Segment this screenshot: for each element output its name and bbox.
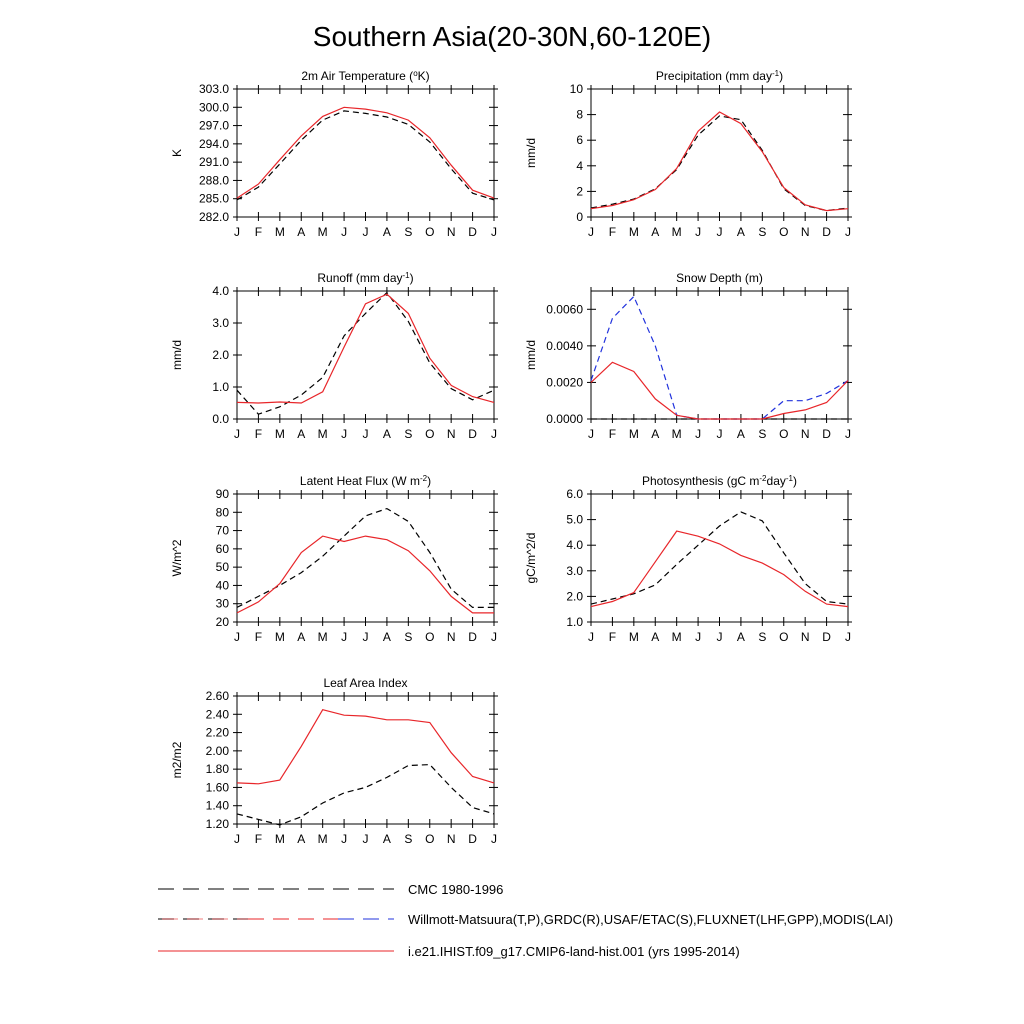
x-tick-label: J [362, 427, 369, 441]
plot-frame [237, 696, 494, 824]
y-tick-label: 2 [576, 184, 583, 199]
figure-title: Southern Asia(20-30N,60-120E) [312, 21, 712, 52]
y-axis-label: mm/d [170, 340, 184, 370]
x-tick-label: M [671, 427, 682, 441]
y-axis-label: m2/m2 [170, 741, 184, 779]
y-axis-label: K [170, 148, 184, 158]
series-line-obs [237, 111, 494, 200]
y-tick-label: 285.0 [198, 191, 229, 206]
y-tick-label: 60 [215, 541, 229, 556]
x-tick-label: M [274, 427, 285, 441]
y-tick-label: 1.20 [205, 817, 229, 831]
y-tick-label: 2.0 [566, 589, 583, 604]
legend-label: i.e21.IHIST.f09_g17.CMIP6-land-hist.001 (yrs 1995-2014) [408, 943, 740, 959]
x-tick-label: N [800, 427, 810, 441]
x-tick-label: J [695, 427, 702, 441]
x-tick-label: N [446, 225, 456, 239]
chart-panel-4 [170, 474, 498, 645]
plot-frame [237, 494, 494, 622]
x-tick-label: A [651, 427, 660, 441]
x-tick-label: J [588, 427, 594, 441]
x-tick-label: A [297, 225, 306, 239]
x-tick-label: M [317, 427, 328, 441]
x-tick-label: O [779, 225, 789, 239]
panels-group [170, 69, 852, 847]
y-tick-label: 6 [576, 133, 583, 148]
y-tick-label: 20 [215, 615, 229, 629]
x-tick-label: F [254, 630, 263, 644]
y-axis-label: mm/d [524, 340, 538, 370]
plot-frame [237, 89, 494, 217]
x-tick-label: J [695, 225, 702, 239]
x-tick-label: M [317, 630, 328, 644]
x-tick-label: A [736, 427, 745, 441]
y-tick-label: 80 [215, 505, 229, 520]
x-tick-label: S [404, 427, 413, 441]
series-line-obs [591, 116, 848, 211]
x-tick-label: J [234, 427, 240, 441]
x-tick-label: N [446, 832, 456, 846]
x-tick-label: J [234, 630, 240, 644]
x-tick-label: F [608, 225, 617, 239]
series-line-model [237, 536, 494, 613]
y-tick-label: 1.0 [566, 615, 583, 629]
y-tick-label: 70 [215, 523, 229, 538]
x-tick-label: J [845, 427, 851, 441]
x-tick-label: O [779, 427, 789, 441]
y-tick-label: 303.0 [198, 82, 229, 96]
x-tick-label: S [404, 225, 413, 239]
x-tick-label: S [758, 630, 767, 644]
y-tick-label: 288.0 [198, 173, 229, 188]
plot-frame [591, 89, 848, 217]
x-tick-label: N [446, 427, 456, 441]
x-tick-label: J [716, 427, 723, 441]
x-tick-label: A [382, 630, 391, 644]
y-tick-label: 0.0020 [546, 375, 583, 390]
x-tick-label: O [425, 630, 435, 644]
y-tick-label: 10 [569, 82, 583, 96]
y-tick-label: 0.0040 [546, 338, 583, 353]
y-tick-label: 297.0 [198, 118, 229, 133]
x-tick-label: D [468, 630, 477, 644]
y-tick-label: 40 [215, 578, 229, 593]
y-tick-label: 8 [576, 107, 583, 122]
x-tick-label: J [491, 225, 497, 239]
x-tick-label: A [736, 630, 745, 644]
series-line-model [591, 112, 848, 211]
y-axis-label: mm/d [524, 138, 538, 168]
series-line-obs [237, 509, 494, 608]
series-line-obs [591, 512, 848, 604]
x-tick-label: M [628, 427, 639, 441]
y-tick-label: 2.60 [205, 689, 229, 703]
x-tick-label: J [234, 832, 240, 846]
x-tick-label: O [425, 832, 435, 846]
y-tick-label: 282.0 [198, 210, 229, 224]
x-tick-label: M [628, 630, 639, 644]
x-tick-label: O [425, 225, 435, 239]
x-tick-label: A [297, 832, 306, 846]
x-tick-label: J [234, 225, 240, 239]
x-tick-label: M [317, 225, 328, 239]
y-tick-label: 1.0 [212, 380, 229, 394]
panel-title: Runoff (mm day$^{-1}$) [317, 270, 414, 285]
x-tick-label: A [651, 225, 660, 239]
y-tick-label: 2.40 [205, 707, 229, 722]
x-tick-label: S [404, 630, 413, 644]
x-tick-label: A [382, 832, 391, 846]
chart-panel-1 [524, 69, 852, 240]
y-tick-label: 2.0 [212, 348, 229, 362]
x-tick-label: M [671, 630, 682, 644]
y-tick-label: 6.0 [566, 487, 583, 501]
x-tick-label: D [822, 630, 831, 644]
panel-title: Latent Heat Flux (W $m^{-2}$) [299, 473, 432, 488]
y-tick-label: 90 [215, 487, 229, 501]
x-tick-label: J [716, 225, 723, 239]
x-tick-label: J [341, 630, 348, 644]
y-tick-label: 2.20 [205, 725, 229, 740]
x-tick-label: S [758, 225, 767, 239]
series-line-obs [237, 293, 494, 415]
series-line-obs [237, 765, 494, 825]
x-tick-label: J [362, 832, 369, 846]
y-tick-label: 0.0060 [546, 302, 583, 317]
x-tick-label: J [491, 832, 497, 846]
x-tick-label: J [716, 630, 723, 644]
legend-label: CMC 1980-1996 [408, 881, 504, 897]
series-line-model [237, 710, 494, 784]
y-tick-label: 4 [576, 158, 583, 173]
x-tick-label: D [468, 832, 477, 846]
series-line-obs-usaf [591, 297, 848, 420]
x-tick-label: J [341, 427, 348, 441]
x-tick-label: S [404, 832, 413, 846]
series-line-model [237, 294, 494, 403]
x-tick-label: J [362, 630, 369, 644]
y-tick-label: 291.0 [198, 155, 229, 170]
y-tick-label: 3.0 [212, 316, 229, 330]
x-tick-label: J [362, 225, 369, 239]
plot-frame [237, 291, 494, 419]
x-tick-label: A [651, 630, 660, 644]
x-tick-label: S [758, 427, 767, 441]
y-tick-label: 294.0 [198, 136, 229, 151]
y-tick-label: 1.60 [205, 780, 229, 795]
x-tick-label: A [297, 427, 306, 441]
x-tick-label: J [341, 225, 348, 239]
panel-title: Photosynthesis (gC $m^{-2}day^{-1}$) [642, 473, 797, 488]
chart-panel-3 [524, 271, 852, 441]
x-tick-label: J [491, 630, 497, 644]
x-tick-label: J [695, 630, 702, 644]
x-tick-label: J [845, 630, 851, 644]
y-axis-label: gC/m^2/d [524, 532, 538, 584]
x-tick-label: A [382, 225, 391, 239]
chart-panel-5 [524, 474, 852, 645]
y-tick-label: 4.0 [212, 284, 229, 298]
chart-panel-0 [170, 69, 498, 240]
x-tick-label: D [468, 225, 477, 239]
x-tick-label: M [628, 225, 639, 239]
x-tick-label: J [588, 225, 594, 239]
panel-title: Precipitation (mm day$^{-1}$) [655, 68, 784, 83]
x-tick-label: A [382, 427, 391, 441]
y-tick-label: 50 [215, 560, 229, 575]
x-tick-label: J [588, 630, 594, 644]
y-tick-label: 2.00 [205, 743, 229, 758]
x-tick-label: N [800, 225, 810, 239]
y-tick-label: 300.0 [198, 100, 229, 115]
x-tick-label: M [671, 225, 682, 239]
panel-title: 2m Air Temperature ($^o$K) [301, 68, 430, 83]
x-tick-label: F [254, 225, 263, 239]
y-tick-label: 30 [215, 596, 229, 611]
x-tick-label: D [822, 225, 831, 239]
x-tick-label: M [274, 630, 285, 644]
x-tick-label: N [800, 630, 810, 644]
x-tick-label: D [468, 427, 477, 441]
x-tick-label: F [254, 427, 263, 441]
x-tick-label: O [425, 427, 435, 441]
x-tick-label: J [845, 225, 851, 239]
series-line-model [591, 362, 848, 419]
x-tick-label: F [254, 832, 263, 846]
x-tick-label: D [822, 427, 831, 441]
x-tick-label: M [274, 832, 285, 846]
panel-title: Snow Depth (m) [676, 271, 763, 285]
y-tick-label: 5.0 [566, 512, 583, 527]
y-tick-label: 4.0 [566, 538, 583, 553]
y-tick-label: 0.0 [212, 412, 229, 426]
x-tick-label: M [317, 832, 328, 846]
panel-title: Leaf Area Index [323, 676, 408, 690]
chart-panel-6 [170, 676, 498, 846]
x-tick-label: A [736, 225, 745, 239]
x-tick-label: F [608, 630, 617, 644]
y-tick-label: 3.0 [566, 563, 583, 578]
x-tick-label: A [297, 630, 306, 644]
x-tick-label: M [274, 225, 285, 239]
chart-panel-2 [170, 271, 498, 442]
series-line-model [237, 107, 494, 198]
x-tick-label: O [779, 630, 789, 644]
y-tick-label: 1.40 [205, 798, 229, 813]
y-axis-label: W/m^2 [170, 539, 184, 577]
legend-label: Willmott-Matsuura(T,P),GRDC(R),USAF/ETAC(S),FLUXNET(LHF,GPP),MODIS(LAI) [408, 911, 894, 927]
x-tick-label: J [491, 427, 497, 441]
series-line-model [591, 531, 848, 607]
x-tick-label: J [341, 832, 348, 846]
y-tick-label: 1.80 [205, 762, 229, 777]
y-tick-label: 0 [576, 210, 583, 224]
x-tick-label: F [608, 427, 617, 441]
plot-frame [591, 494, 848, 622]
y-tick-label: 0.0000 [546, 412, 583, 426]
x-tick-label: N [446, 630, 456, 644]
